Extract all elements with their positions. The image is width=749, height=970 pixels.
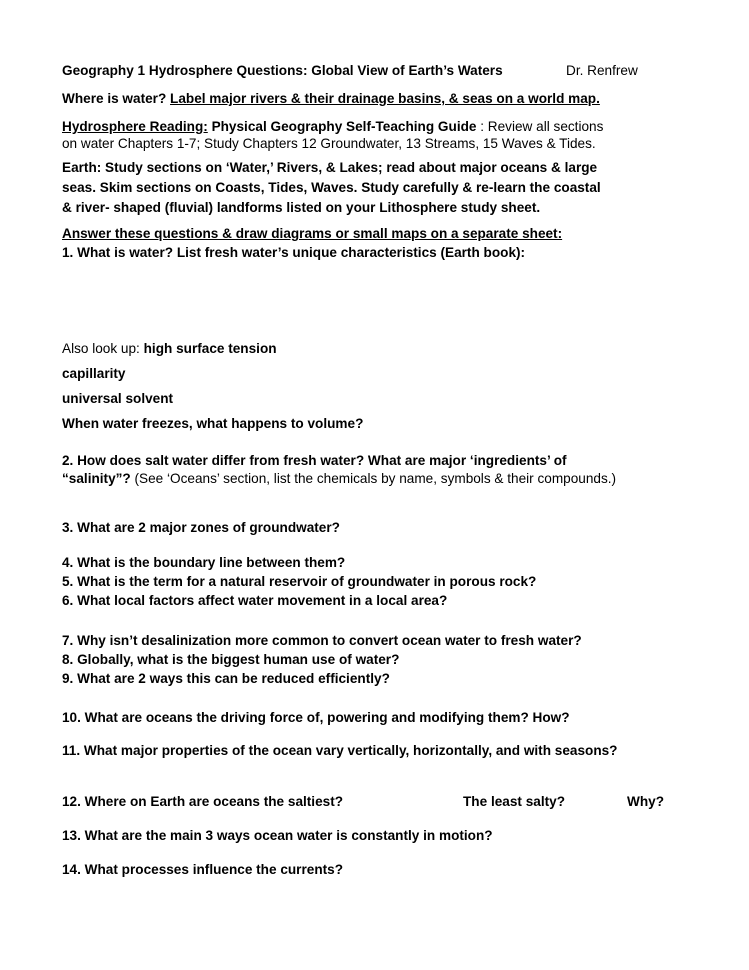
earth-line-3: & river- shaped (fluvial) landforms listed on your Lithosphere study sheet. — [62, 200, 541, 215]
earth-line-1: Earth: Study sections on ‘Water,’ Rivers, & Lakes; read about major oceans & large — [62, 160, 598, 175]
question-2-salinity: “salinity”? — [62, 471, 131, 486]
also-look-up-item-2: capillarity — [62, 366, 126, 381]
also-look-up-item-1: high surface tension — [143, 341, 277, 356]
question-12 — [62, 793, 682, 811]
reading-text-1: : Review all sections — [480, 119, 604, 134]
where-is-water-line — [62, 90, 600, 108]
question-2-line-1: 2. How does salt water differ from fresh water? What are major ‘ingredients’ of — [62, 453, 567, 468]
author-name: Dr. Renfrew — [566, 63, 638, 78]
question-12-why: Why? — [627, 794, 664, 809]
question-12-saltiest: 12. Where on Earth are oceans the saltiest? — [62, 794, 344, 809]
freeze-volume-question: When water freezes, what happens to volume? — [62, 416, 364, 431]
question-9: 9. What are 2 ways this can be reduced efficiently? — [62, 671, 390, 686]
instructions: Answer these questions & draw diagrams or small maps on a separate sheet: — [62, 226, 563, 241]
question-12-least-salty: The least salty? — [463, 794, 565, 809]
question-14: 14. What processes influence the currents? — [62, 862, 344, 877]
question-2-note: (See ‘Oceans’ section, list the chemicals by name, symbols & their compounds.) — [130, 471, 617, 486]
question-11: 11. What major properties of the ocean vary vertically, horizontally, and with seasons? — [62, 743, 618, 758]
question-3: 3. What are 2 major zones of groundwater? — [62, 520, 340, 535]
reading-line-1 — [62, 118, 603, 136]
question-6: 6. What local factors affect water movement in a local area? — [62, 593, 448, 608]
question-10: 10. What are oceans the driving force of, powering and modifying them? How? — [62, 710, 570, 725]
earth-line-2: seas. Skim sections on Coasts, Tides, Waves. Study carefully & re-learn the coastal — [62, 180, 601, 195]
question-4: 4. What is the boundary line between them? — [62, 555, 346, 570]
question-2-line-2 — [62, 470, 616, 488]
question-5: 5. What is the term for a natural reservoir of groundwater in porous rock? — [62, 574, 537, 589]
also-look-up-item-3: universal solvent — [62, 391, 174, 406]
reading-label: Hydrosphere Reading: — [62, 119, 208, 134]
question-13: 13. What are the main 3 ways ocean water is constantly in motion? — [62, 828, 493, 843]
also-look-up-prefix: Also look up: — [62, 341, 144, 356]
reading-book-title: Physical Geography Self-Teaching Guide — [211, 119, 477, 134]
where-is-water-lead: Where is water? — [62, 91, 167, 106]
where-is-water-task: Label major rivers & their drainage basins, & seas on a world map. — [170, 91, 600, 106]
also-look-up-line — [62, 340, 277, 358]
question-8: 8. Globally, what is the biggest human use of water? — [62, 652, 400, 667]
question-1: 1. What is water? List fresh water’s unique characteristics (Earth book): — [62, 245, 526, 260]
question-7: 7. Why isn’t desalinization more common to convert ocean water to fresh water? — [62, 633, 582, 648]
worksheet-title: Geography 1 Hydrosphere Questions: Global View of Earth’s Waters — [62, 63, 503, 78]
reading-line-2: on water Chapters 1-7; Study Chapters 12 Groundwater, 13 Streams, 15 Waves & Tides. — [62, 136, 596, 151]
header-line — [62, 62, 503, 80]
